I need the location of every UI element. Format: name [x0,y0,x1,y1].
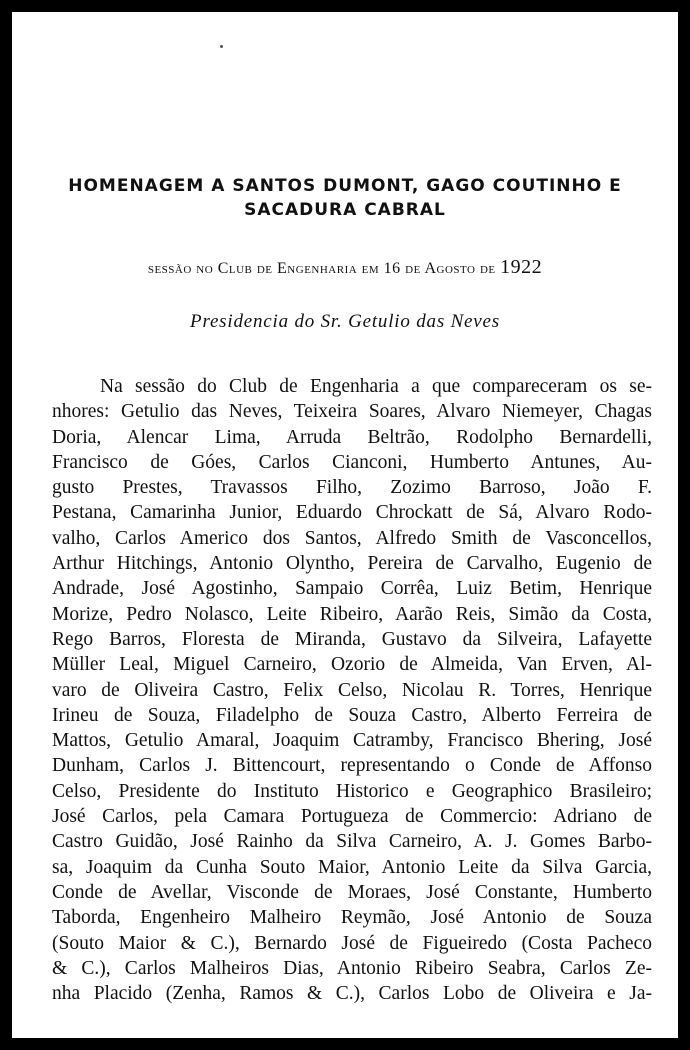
body-line: Francisco de Góes, Carlos Cianconi, Humberto Antunes, Au- [52,451,652,473]
body-line: Na sessão do Club de Engenharia a que compareceram os se- [100,376,652,397]
session-text: sessão no Club de Engenharia em 16 de Agosto de [147,260,501,277]
document-title-line-2: SACADURA CABRAL [244,200,446,220]
body-line: Müller Leal, Miguel Carneiro, Ozorio de Almeida, Van Erven, Al- [52,654,652,676]
presidency-line: Presidencia do Sr. Getulio das Neves [190,311,500,332]
body-line: Castro Guidão, José Rainho da Silva Carneiro, A. J. Gomes Barbo- [52,831,652,853]
body-line: Conde de Avellar, Visconde de Moraes, José Constante, Humberto [52,881,652,903]
body-line: Morize, Pedro Nolasco, Leite Ribeiro, Aarão Reis, Simão da Costa, [52,603,652,625]
body-line: Irineu de Souza, Filadelpho de Souza Castro, Alberto Ferreira de [52,704,652,726]
body-line: Arthur Hitchings, Antonio Olyntho, Pereira de Carvalho, Eugenio de [52,553,652,575]
session-year: 1922 [500,256,543,278]
body-line: (Souto Maior & C.), Bernardo José de Figueiredo (Costa Pacheco [52,932,652,954]
body-line: José Carlos, pela Camara Portugueza de Commercio: Adriano de [52,806,652,828]
body-line: sa, Joaquim da Cunha Souto Maior, Antonio Leite da Silva Garcia, [52,856,652,878]
body-line: & C.), Carlos Malheiros Dias, Antonio Ribeiro Seabra, Carlos Ze- [52,957,652,979]
body-paragraph [52,374,652,1006]
document-title-line-1: HOMENAGEM A SANTOS DUMONT, GAGO COUTINHO E [68,176,622,196]
body-line: Taborda, Engenheiro Malheiro Reymão, José Antonio de Souza [52,907,652,929]
body-line: Pestana, Camarinha Junior, Eduardo Chrockatt de Sá, Alvaro Rodo- [52,502,652,524]
body-line: Rego Barros, Floresta de Miranda, Gustavo da Silveira, Lafayette [52,628,652,650]
body-line: Andrade, José Agostinho, Sampaio Corrêa, Luiz Betim, Henrique [52,578,652,600]
body-line: Mattos, Getulio Amaral, Joaquim Catramby, Francisco Bhering, José [52,730,652,752]
body-line: valho, Carlos Americo dos Santos, Alfredo Smith de Vasconcellos, [52,527,652,549]
body-line: gusto Prestes, Travassos Filho, Zozimo Barroso, João F. [52,477,652,499]
body-line: nhores: Getulio das Neves, Teixeira Soares, Alvaro Niemeyer, Chagas [52,401,652,423]
session-subtitle [12,256,678,279]
print-speck [220,45,223,48]
body-line: varo de Oliveira Castro, Felix Celso, Nicolau R. Torres, Henrique [52,679,652,701]
body-line: nha Placido (Zenha, Ramos & C.), Carlos Lobo de Oliveira e Ja- [52,983,652,1005]
document-page [12,12,678,1038]
body-line: Doria, Alencar Lima, Arruda Beltrão, Rodolpho Bernardelli, [52,426,652,448]
body-line: Dunham, Carlos J. Bittencourt, representando o Conde de Affonso [52,755,652,777]
body-line: Celso, Presidente do Instituto Historico e Geographico Brasileiro; [52,780,652,802]
